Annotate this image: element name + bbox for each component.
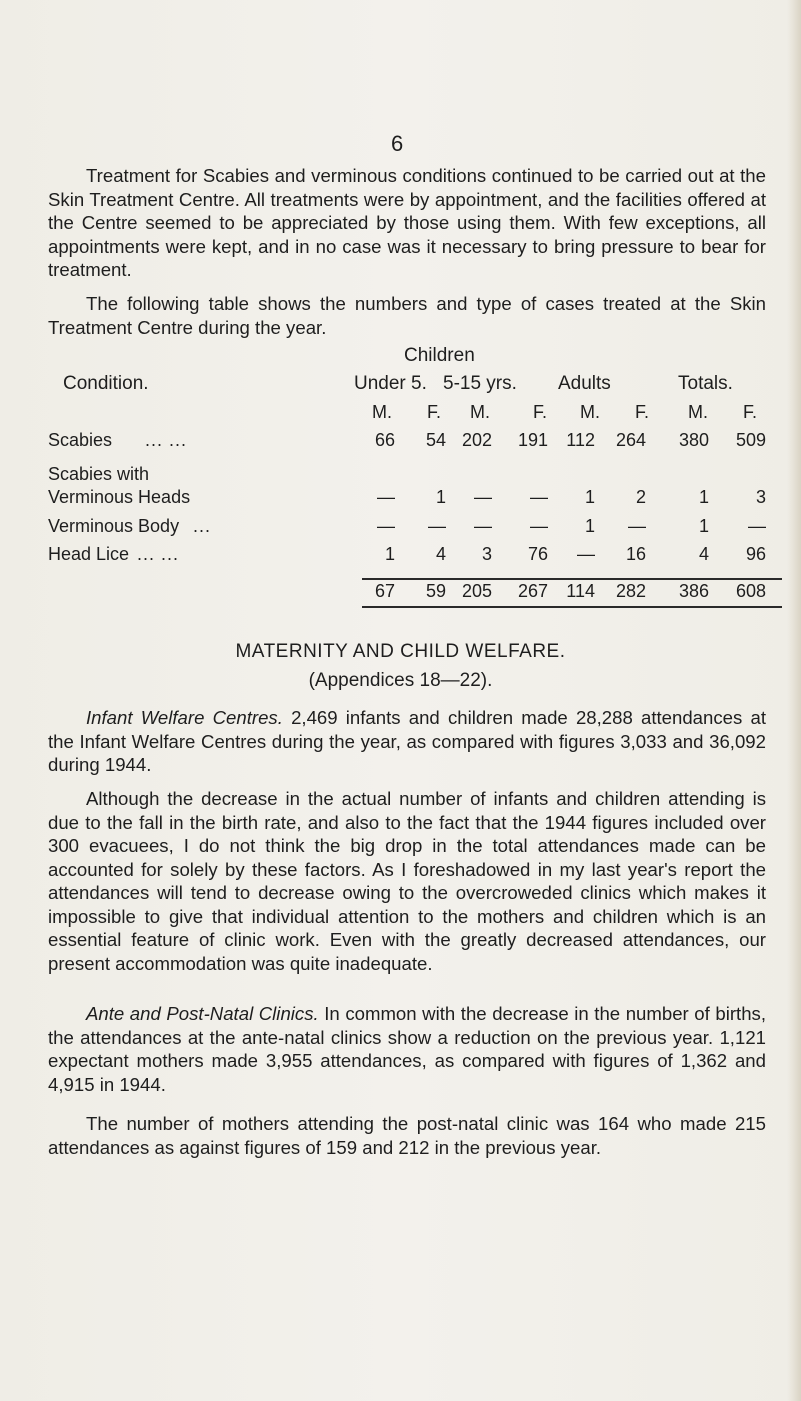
cell-head-lice-5-15-m: 3 — [481, 544, 492, 564]
sex-f-totals: F. — [742, 402, 757, 422]
cell-verminous-body-5-15-f: — — [530, 516, 548, 536]
header-totals: Totals. — [678, 373, 733, 394]
cell-verminous-heads-under5-m: — — [377, 487, 395, 507]
section-subheading: (Appendices 18—22). — [308, 670, 493, 691]
antenatal-text: In common with the decrease in the number of births, the attendances at the ante-natal clinics show a reduction on the previous year. 1,121 expectant mothers made 3,955 attendances, as compared with figures of 1,362 and 4,915 in 1944. — [48, 1003, 766, 1095]
cell-verminous-heads-adults-m: 1 — [584, 487, 595, 507]
cell-verminous-heads-under5-f: 1 — [435, 487, 446, 507]
infant-welfare-paragraph — [48, 706, 766, 777]
header-under5: Under 5. — [354, 373, 427, 394]
cell-verminous-body-5-15-m: — — [474, 516, 492, 536]
sex-m-5-15: M. — [470, 402, 490, 422]
row-scabies-dots: ... ... — [145, 430, 188, 450]
cell-head-lice-totals-m: 4 — [698, 544, 709, 564]
row-verminous-heads-label-1: Scabies with — [48, 464, 150, 484]
cell-total-totals-f: 608 — [735, 581, 766, 601]
row-scabies-label: Scabies — [48, 430, 113, 450]
cell-total-under5-f: 59 — [425, 581, 446, 601]
cell-verminous-body-adults-f: — — [628, 516, 646, 536]
row-head-lice-label: Head Lice — [48, 544, 130, 564]
cell-total-5-15-f: 267 — [517, 581, 548, 601]
header-children: Children — [404, 345, 475, 366]
cell-scabies-totals-m: 380 — [678, 430, 709, 450]
antenatal-title: Ante and Post-Natal Clinics. — [86, 1003, 319, 1024]
cell-head-lice-5-15-f: 76 — [527, 544, 548, 564]
cell-head-lice-under5-f: 4 — [435, 544, 446, 564]
row-verminous-heads-label-2: Verminous Heads — [48, 487, 191, 507]
cell-scabies-under5-m: 66 — [374, 430, 395, 450]
antenatal-paragraph — [48, 1002, 766, 1096]
totals-rule-bottom — [362, 606, 782, 608]
sex-m-under5: M. — [372, 402, 392, 422]
header-5-15: 5-15 yrs. — [443, 373, 517, 394]
cell-verminous-body-adults-m: 1 — [584, 516, 595, 536]
row-verminous-body-dots: ... — [193, 516, 212, 536]
cell-head-lice-under5-m: 1 — [384, 544, 395, 564]
row-verminous-body-label: Verminous Body — [48, 516, 180, 536]
cell-verminous-heads-adults-f: 2 — [635, 487, 646, 507]
cell-verminous-heads-5-15-f: — — [530, 487, 548, 507]
section-heading: MATERNITY AND CHILD WELFARE. — [235, 641, 566, 662]
header-adults: Adults — [558, 373, 611, 394]
although-paragraph: Although the decrease in the actual number of infants and children attending is due to the fall in the birth rate, and also to the fact that the 1944 figures included over 300 evacuees, I do not think the big drop in the total attendances made can be accounted for solely by these factors. As I foreshadowed in my last year's report the attendances will tend to decrease owing to the overcroweded clinics which makes it impossible to give that individual attention to the mothers and children which is an essential feature of clinic work. Even with the greatly decreased attendances, our present accommodation was quite inadequate. — [48, 788, 766, 974]
cell-total-adults-f: 282 — [615, 581, 646, 601]
cell-scabies-adults-m: 112 — [566, 430, 595, 450]
cell-verminous-heads-totals-m: 1 — [698, 487, 709, 507]
cell-verminous-body-under5-m: — — [377, 516, 395, 536]
cell-scabies-5-15-m: 202 — [461, 430, 492, 450]
cell-total-5-15-m: 205 — [461, 581, 492, 601]
totals-rule-top — [362, 578, 782, 580]
intro-paragraph-2: The following table shows the numbers and type of cases treated at the Skin Treatment Centre during the year. — [48, 293, 766, 338]
cell-head-lice-adults-f: 16 — [625, 544, 646, 564]
sex-m-adults: M. — [580, 402, 600, 422]
postnatal-paragraph: The number of mothers attending the post-natal clinic was 164 who made 215 attendances as against figures of 159 and 212 in the previous year. — [48, 1113, 766, 1158]
sex-f-under5: F. — [426, 402, 441, 422]
cell-verminous-body-totals-f: — — [748, 516, 766, 536]
cell-total-under5-m: 67 — [374, 581, 395, 601]
cell-head-lice-adults-m: — — [577, 544, 595, 564]
sex-f-5-15: F. — [532, 402, 547, 422]
header-condition: Condition. — [63, 373, 149, 394]
infant-welfare-text: 2,469 infants and children made 28,288 attendances at the Infant Welfare Centres during the year, as compared with figures 3,033 and 36,092 during 1944. — [48, 707, 766, 775]
cell-head-lice-totals-f: 96 — [745, 544, 766, 564]
page-number: 6 — [391, 131, 404, 156]
cell-verminous-body-under5-f: — — [428, 516, 446, 536]
intro-paragraph-1: Treatment for Scabies and verminous conditions continued to be carried out at the Skin Treatment Centre. All treatments were by appointment, and the facilities offered at the Centre seemed to be appreciated by those using them. With few exceptions, all appointments were kept, and in no case was it necessary to bring pressure to bear for treatment. — [48, 165, 766, 280]
infant-welfare-title: Infant Welfare Centres. — [86, 707, 283, 728]
cell-verminous-body-totals-m: 1 — [698, 516, 709, 536]
sex-f-adults: F. — [634, 402, 649, 422]
cell-verminous-heads-5-15-m: — — [474, 487, 492, 507]
cell-scabies-adults-f: 264 — [615, 430, 646, 450]
row-head-lice-dots: ... ... — [137, 544, 180, 564]
cell-total-totals-m: 386 — [678, 581, 709, 601]
cell-scabies-under5-f: 54 — [425, 430, 446, 450]
cell-total-adults-m: 114 — [566, 581, 595, 601]
sex-m-totals: M. — [688, 402, 708, 422]
cell-scabies-totals-f: 509 — [735, 430, 766, 450]
cell-verminous-heads-totals-f: 3 — [755, 487, 766, 507]
cell-scabies-5-15-f: 191 — [517, 430, 548, 450]
